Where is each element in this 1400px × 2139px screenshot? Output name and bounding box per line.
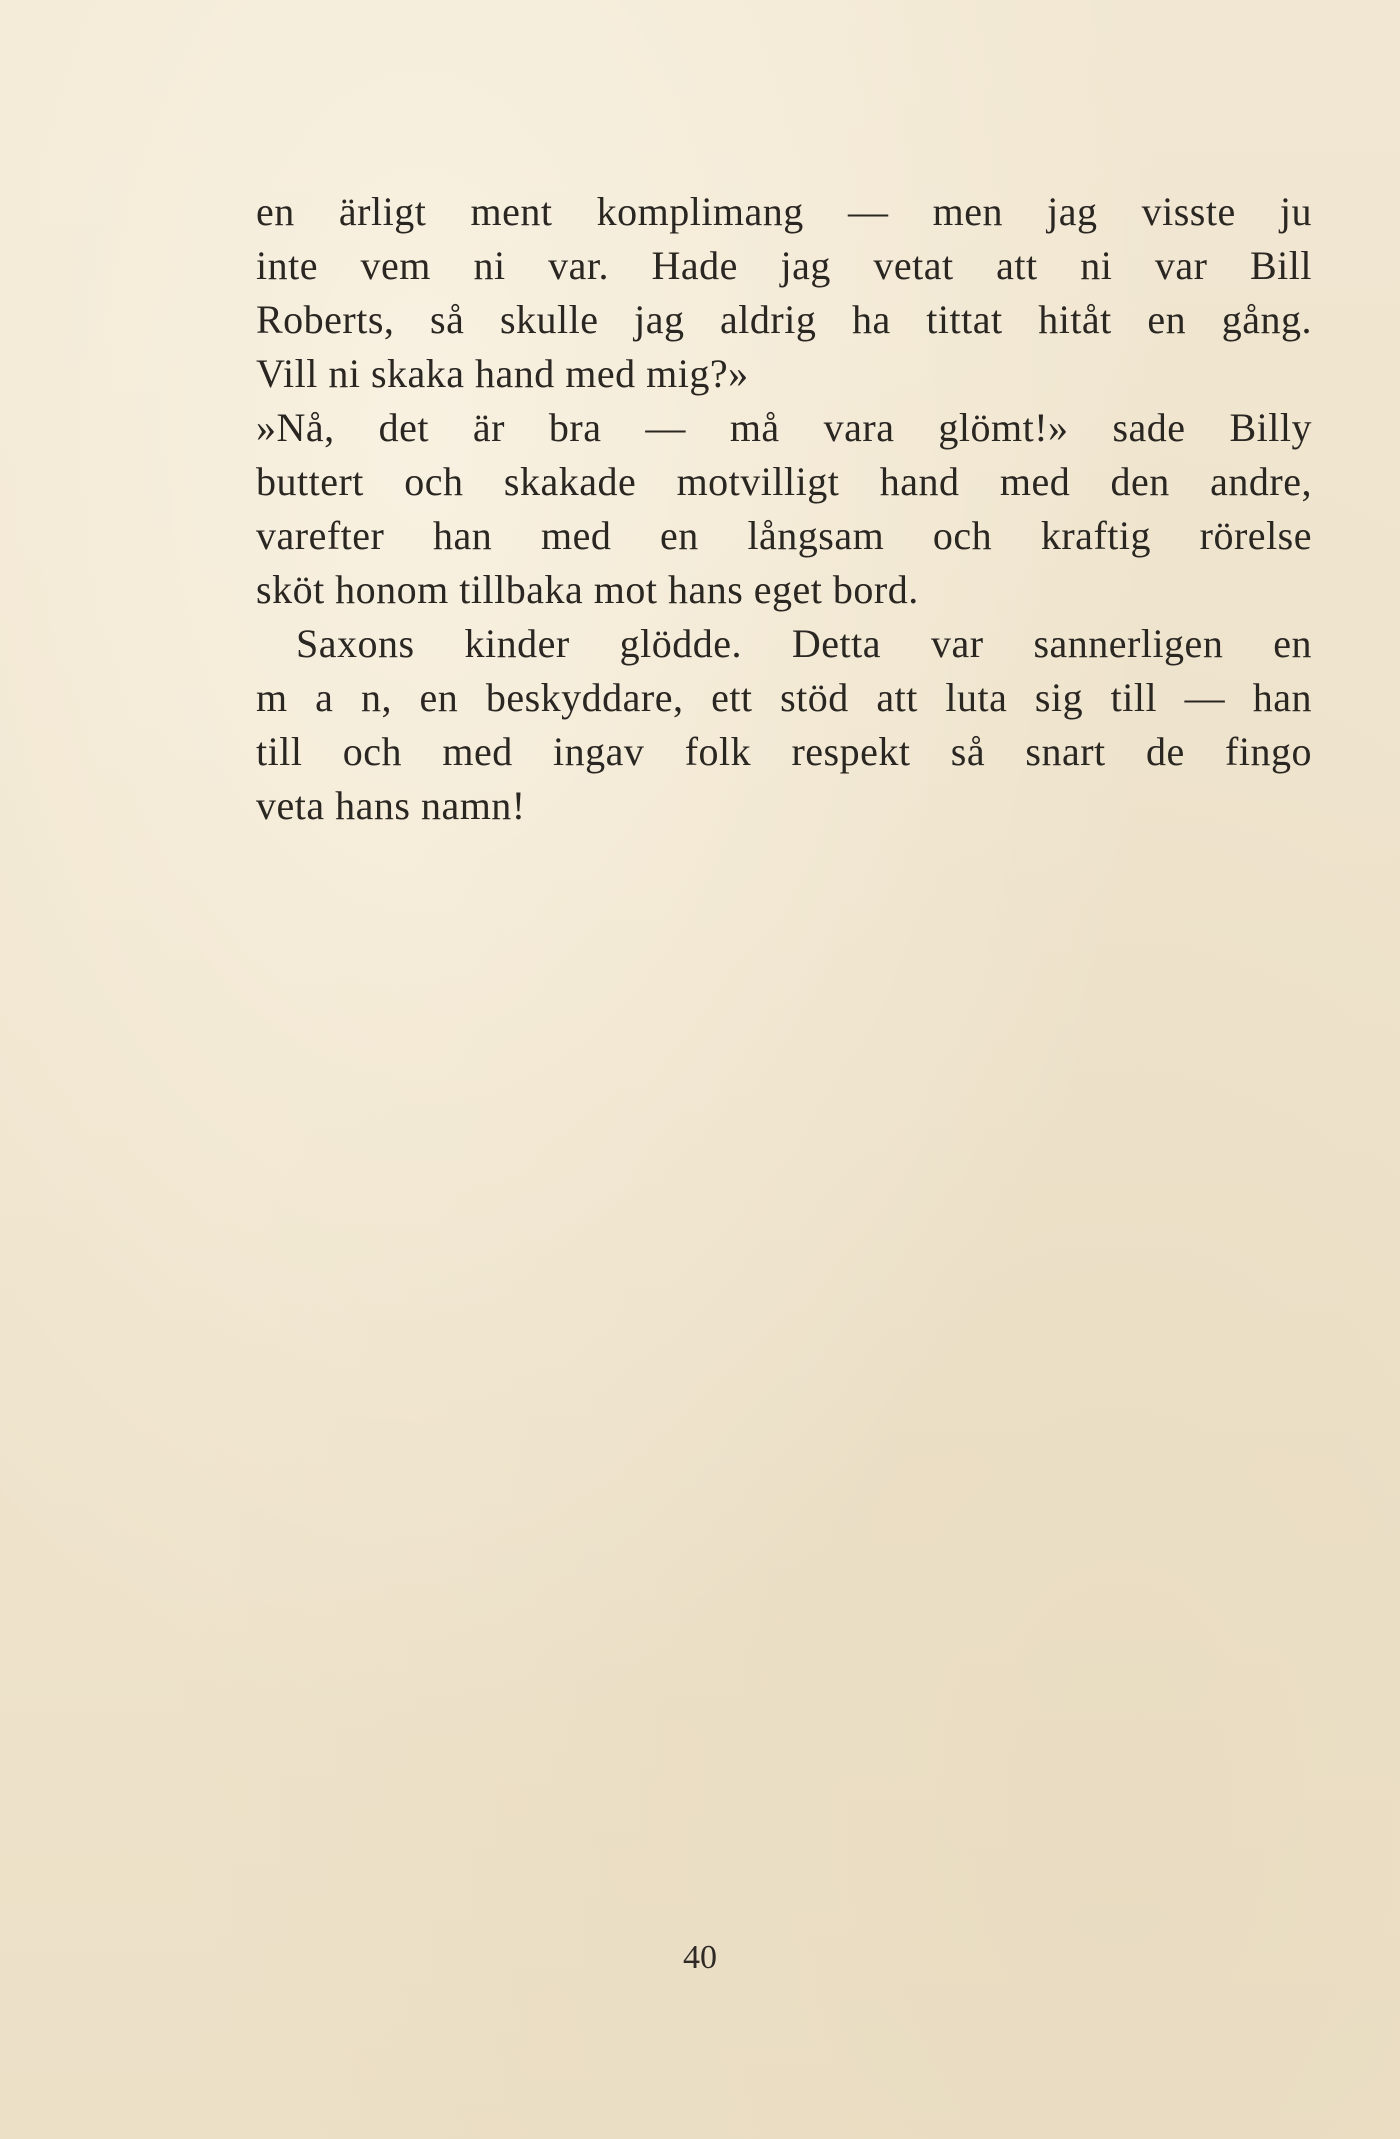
text-line: Roberts, så skulle jag aldrig ha tittat hitåt en gång. [256,297,1312,342]
text-line: varefter han med en långsam och kraftig rörelse [256,513,1312,558]
text-line: en ärligt ment komplimang — men jag visste ju [256,189,1312,234]
text-line: veta hans namn! [256,783,526,828]
text-line: inte vem ni var. Hade jag vetat att ni var Bill [256,243,1312,288]
text-line: buttert och skakade motvilligt hand med den andre, [256,459,1312,504]
text-line: till och med ingav folk respekt så snart de fingo [256,729,1312,774]
body-text [256,185,1312,833]
text-line: »Nå, det är bra — må vara glömt!» sade Billy [256,405,1312,450]
text-line: Vill ni skaka hand med mig?» [256,351,749,396]
page-number: 40 [683,1939,717,1976]
text-line: m a n, en beskyddare, ett stöd att luta sig till — han [256,675,1312,720]
text-line: Saxons kinder glödde. Detta var sannerligen en [296,621,1312,666]
text-line: sköt honom tillbaka mot hans eget bord. [256,567,919,612]
